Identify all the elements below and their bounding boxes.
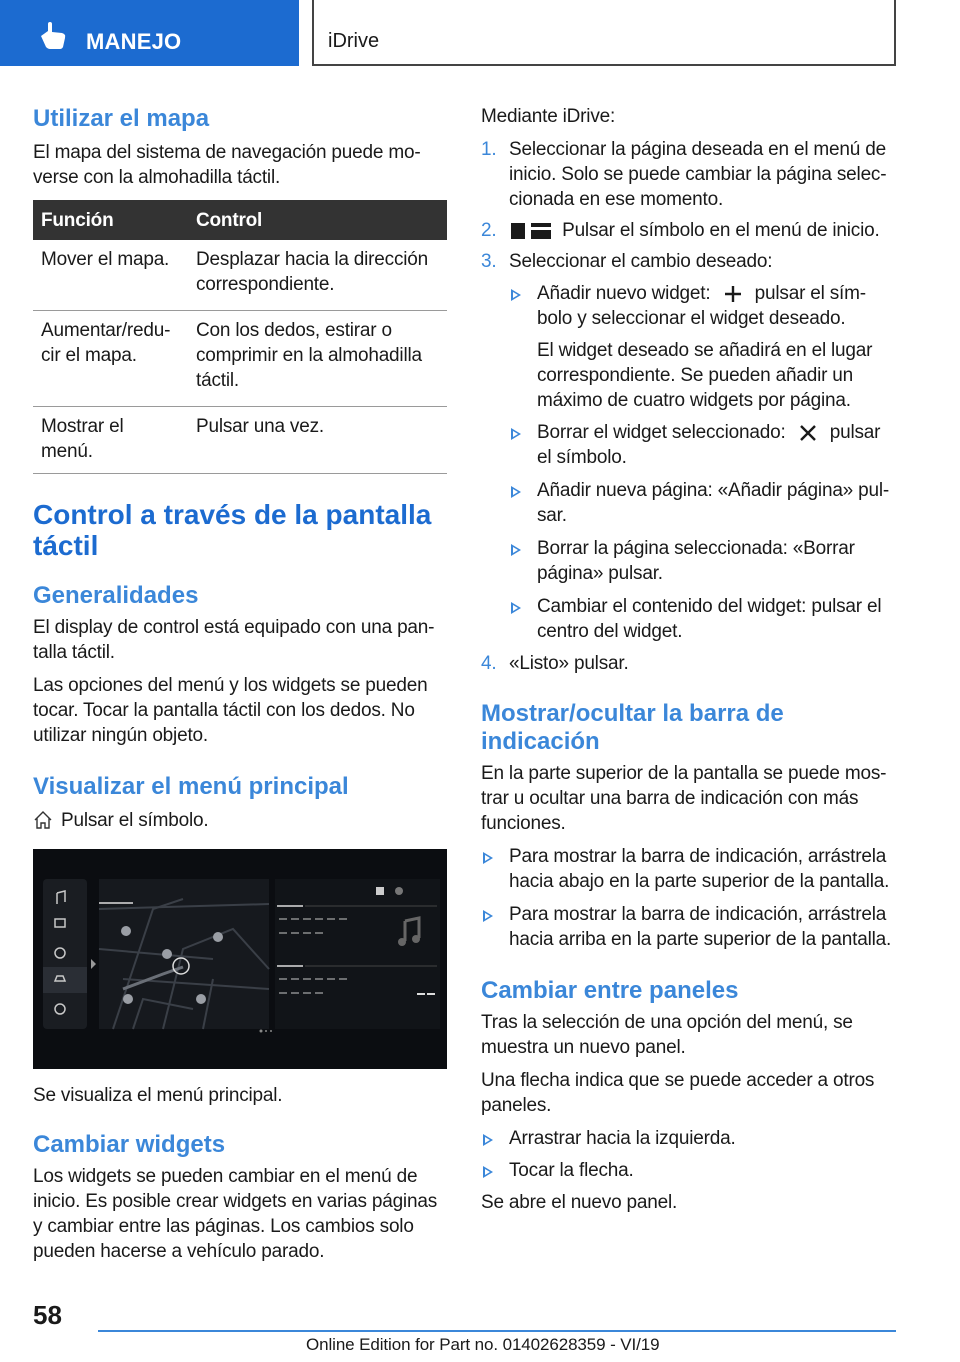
list-item: [509, 420, 896, 470]
option-text: Cambiar el contenido del widget: pulsar el centro del widget.: [537, 596, 882, 642]
table-row: [33, 407, 447, 474]
plus-icon: [716, 284, 750, 304]
heading-cambiar-paneles: Cambiar entre paneles: [481, 977, 739, 1004]
paragraph: Tras la selección de una opción del menú, se muestra un nuevo panel.: [481, 1012, 853, 1058]
steps-list-continued: [481, 651, 896, 676]
list-item: [481, 1158, 896, 1183]
table-cell: Mover el mapa.: [33, 240, 188, 311]
home-instruction: Pulsar el símbolo.: [61, 810, 209, 831]
option-text: Añadir nueva página: «Añadir página» pul-sar.: [537, 480, 890, 526]
paragraph: Las opciones del menú y los widgets se pueden tocar. Tocar la pantalla táctil con los dedos. No utilizar ningún objeto.: [33, 675, 428, 746]
list-item: [481, 902, 896, 952]
bullet-text: Arrastrar hacia la izquierda.: [509, 1128, 736, 1149]
bullet-triangle-icon: [511, 289, 521, 301]
bullet-triangle-icon: [483, 852, 493, 864]
paragraph: Se abre el nuevo panel.: [481, 1192, 678, 1213]
bullet-triangle-icon: [483, 1134, 493, 1146]
list-item: [509, 594, 896, 644]
list-item: [481, 249, 896, 274]
list-item: [481, 137, 896, 212]
heading-generalidades: Generalidades: [33, 582, 199, 609]
left-column: [33, 100, 447, 1264]
option-text: pulsar el símbolo.: [537, 422, 881, 468]
list-item: [481, 651, 896, 676]
bullet-text: Para mostrar la barra de indicación, arrástrela hacia abajo en la parte superior de la pantalla.: [509, 846, 890, 892]
heading-menu-principal: Visualizar el menú principal: [33, 773, 349, 800]
paragraph: En la parte superior de la pantalla se puede mos-trar u ocultar una barra de indicación con más funciones.: [481, 763, 887, 834]
bullet-triangle-icon: [483, 1166, 493, 1178]
step-text: Pulsar el símbolo en el menú de inicio.: [562, 220, 880, 241]
table-header-funcion: Función: [33, 200, 188, 240]
step-text: «Listo» pulsar.: [509, 653, 629, 674]
table-row: [33, 311, 447, 407]
step-text: Seleccionar el cambio deseado:: [509, 251, 773, 272]
list-item: [481, 218, 896, 243]
bullet-triangle-icon: [511, 486, 521, 498]
paragraph: Los widgets se pueden cambiar en el menú de inicio. Es posible crear widgets en varias páginas y cambiar entre las páginas. Los cambios solo pueden hacerse a vehículo parado.: [33, 1166, 437, 1262]
paragraph: Una flecha indica que se puede acceder a otros paneles.: [481, 1070, 875, 1116]
heading-barra-indicacion: Mostrar/ocultar la barra de indicación: [481, 700, 784, 755]
table-cell: Pulsar una vez.: [188, 407, 447, 474]
close-icon: [791, 423, 825, 443]
list-item: [509, 536, 896, 586]
paragraph: El display de control está equipado con una pan-talla táctil.: [33, 617, 435, 663]
chapter-box: [312, 0, 896, 66]
home-menu-illustration: [33, 849, 447, 1069]
table-cell: Aumentar/redu-cir el mapa.: [33, 311, 188, 407]
paragraph: El mapa del sistema de navegación puede mo-verse con la almohadilla táctil.: [33, 142, 421, 188]
option-text: Borrar la página seleccionada: «Borrar página» pulsar.: [537, 538, 855, 584]
table-cell: Mostrar el menú.: [33, 407, 188, 474]
step-number: 2.: [481, 220, 497, 241]
table-row: [33, 240, 447, 311]
function-table: [33, 200, 447, 474]
option-text: Borrar el widget seleccionado:: [537, 422, 786, 443]
footer-divider: [98, 1330, 896, 1332]
paragraph-with-icon: [33, 808, 447, 833]
option-text: Añadir nuevo widget:: [537, 283, 711, 304]
bullet-triangle-icon: [511, 544, 521, 556]
option-note: El widget deseado se añadirá en el lugar correspondiente. Se pueden añadir un máximo de cuatro widgets por página.: [537, 340, 873, 411]
bullet-triangle-icon: [511, 602, 521, 614]
home-menu-screenshot: [33, 849, 447, 1069]
steps-list: [481, 137, 896, 274]
heading-utilizar-mapa: Utilizar el mapa: [33, 105, 210, 132]
option-text: pulsar el sím-bolo y seleccionar el widget deseado.: [537, 283, 866, 329]
intro-text: Mediante iDrive:: [481, 106, 616, 127]
sub-options: [509, 281, 896, 644]
page-number: 58: [33, 1300, 62, 1330]
list-item: [481, 1126, 896, 1151]
table-cell: Desplazar hacia la dirección correspondiente.: [188, 240, 447, 311]
heading-cambiar-widgets: Cambiar widgets: [33, 1131, 226, 1158]
step-number: 3.: [481, 251, 497, 272]
hand-pointer-icon: [38, 22, 68, 50]
screenshot-caption: Se visualiza el menú principal.: [33, 1085, 283, 1106]
edition-note: Online Edition for Part no. 01402628359 - VI/19: [306, 1335, 660, 1354]
list-item: [509, 478, 896, 528]
step-number: 1.: [481, 139, 497, 160]
list-item: [481, 844, 896, 894]
bullet-triangle-icon: [511, 428, 521, 440]
right-column: [481, 100, 896, 1215]
widget-edit-icon: [509, 221, 557, 241]
list-item: [509, 281, 896, 331]
table-cell: Con los dedos, estirar o comprimir en la almohadilla táctil.: [188, 311, 447, 407]
home-icon: [33, 810, 53, 830]
step-text: Seleccionar la página deseada en el menú de inicio. Solo se puede cambiar la página selec-cionada en ese momento.: [509, 139, 887, 210]
bullet-text: Para mostrar la barra de indicación, arrástrela hacia arriba en la parte superior de la pantalla.: [509, 904, 892, 950]
heading-control-pantalla: Control a través de la pantalla táctil: [33, 499, 432, 561]
step-number: 4.: [481, 653, 497, 674]
section-tab: [0, 0, 299, 66]
bullet-text: Tocar la flecha.: [509, 1160, 634, 1181]
bullet-triangle-icon: [483, 910, 493, 922]
table-header-control: Control: [188, 200, 447, 240]
chapter-label: iDrive: [328, 30, 380, 52]
section-label: MANEJO: [86, 29, 182, 54]
